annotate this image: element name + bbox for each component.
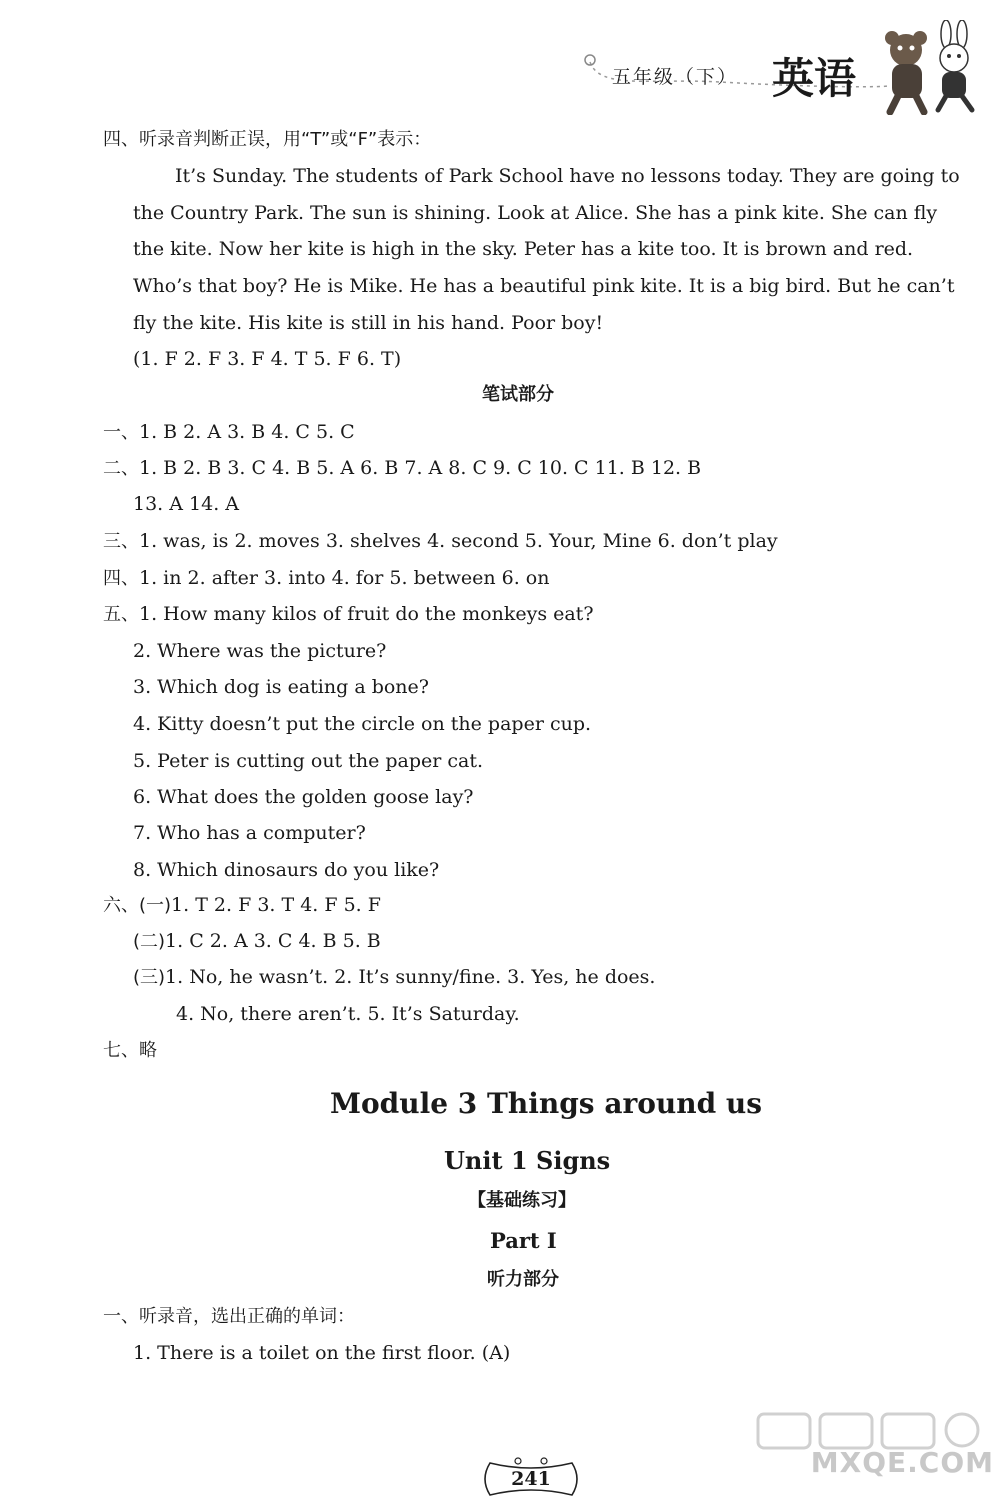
passage-line-1: It’s Sunday. The students of Park School have no lessons today. They are going to <box>175 165 960 187</box>
practice-label: 【基础练习】 <box>468 1190 576 1211</box>
watermark <box>700 1410 1000 1485</box>
written-line-17: 4. No, there aren’t. 5. It’s Saturday. <box>176 1003 520 1025</box>
written-part-title: 笔试部分 <box>482 384 554 405</box>
written-line-2: 二、1. B 2. B 3. C 4. B 5. A 6. B 7. A 8. C 9. C 10. C 11. B 12. B <box>103 457 702 479</box>
written-line-10: 5. Peter is cutting out the paper cat. <box>133 750 484 772</box>
page-number-badge <box>478 1455 584 1503</box>
part-title: Part Ⅰ <box>490 1228 557 1253</box>
written-line-6: 五、1. How many kilos of fruit do the monkeys eat? <box>103 603 594 625</box>
written-line-18: 七、略 <box>103 1040 157 1061</box>
written-line-3: 13. A 14. A <box>133 493 239 515</box>
written-line-8: 3. Which dog is eating a bone? <box>133 676 429 698</box>
written-line-15: (二)1. C 2. A 3. C 4. B 5. B <box>133 930 381 952</box>
page-number: 241 <box>511 1468 551 1490</box>
teddy-bear-icon <box>885 31 927 112</box>
written-line-9: 4. Kitty doesn’t put the circle on the paper cup. <box>133 713 592 735</box>
rabbit-icon <box>938 20 972 110</box>
section-4-heading: 四、听录音判断正误，用“T”或“F”表示： <box>103 129 432 150</box>
header-grade: 五年级（下） <box>612 66 739 88</box>
page-header <box>560 20 990 115</box>
listening-part-title: 听力部分 <box>487 1269 559 1290</box>
passage-line-5: fly the kite. His kite is still in his hand. Poor boy! <box>133 312 604 334</box>
written-line-5: 四、1. in 2. after 3. into 4. for 5. between 6. on <box>103 567 550 589</box>
passage-line-3: the kite. Now her kite is high in the sky. Peter has a kite too. It is brown and red. <box>133 238 914 260</box>
module-title: Module 3 Things around us <box>330 1087 763 1120</box>
watermark-text: MXQE.COM <box>810 1446 994 1479</box>
written-line-11: 6. What does the golden goose lay? <box>133 786 474 808</box>
written-line-7: 2. Where was the picture? <box>133 640 387 662</box>
section-4-answers: (1. F 2. F 3. F 4. T 5. F 6. T) <box>133 348 402 370</box>
written-line-12: 7. Who has a computer? <box>133 822 366 844</box>
question-1-item-1: 1. There is a toilet on the first floor. (A) <box>133 1342 511 1364</box>
unit-title: Unit 1 Signs <box>444 1146 611 1175</box>
passage-line-2: the Country Park. The sun is shining. Look at Alice. She has a pink kite. She can fly <box>133 202 938 224</box>
written-line-16: (三)1. No, he wasn’t. 2. It’s sunny/fine. 3. Yes, he does. <box>133 966 656 988</box>
written-line-14: 六、(一)1. T 2. F 3. T 4. F 5. F <box>103 894 381 916</box>
passage-line-4: Who’s that boy? He is Mike. He has a beautiful pink kite. It is a big bird. But he can’t <box>133 275 955 297</box>
written-line-13: 8. Which dinosaurs do you like? <box>133 859 440 881</box>
question-1-heading: 一、听录音，选出正确的单词： <box>103 1306 355 1327</box>
header-subject: 英语 <box>772 54 857 103</box>
written-line-4: 三、1. was, is 2. moves 3. shelves 4. second 5. Your, Mine 6. don’t play <box>103 530 778 552</box>
written-line-1: 一、1. B 2. A 3. B 4. C 5. C <box>103 421 355 443</box>
